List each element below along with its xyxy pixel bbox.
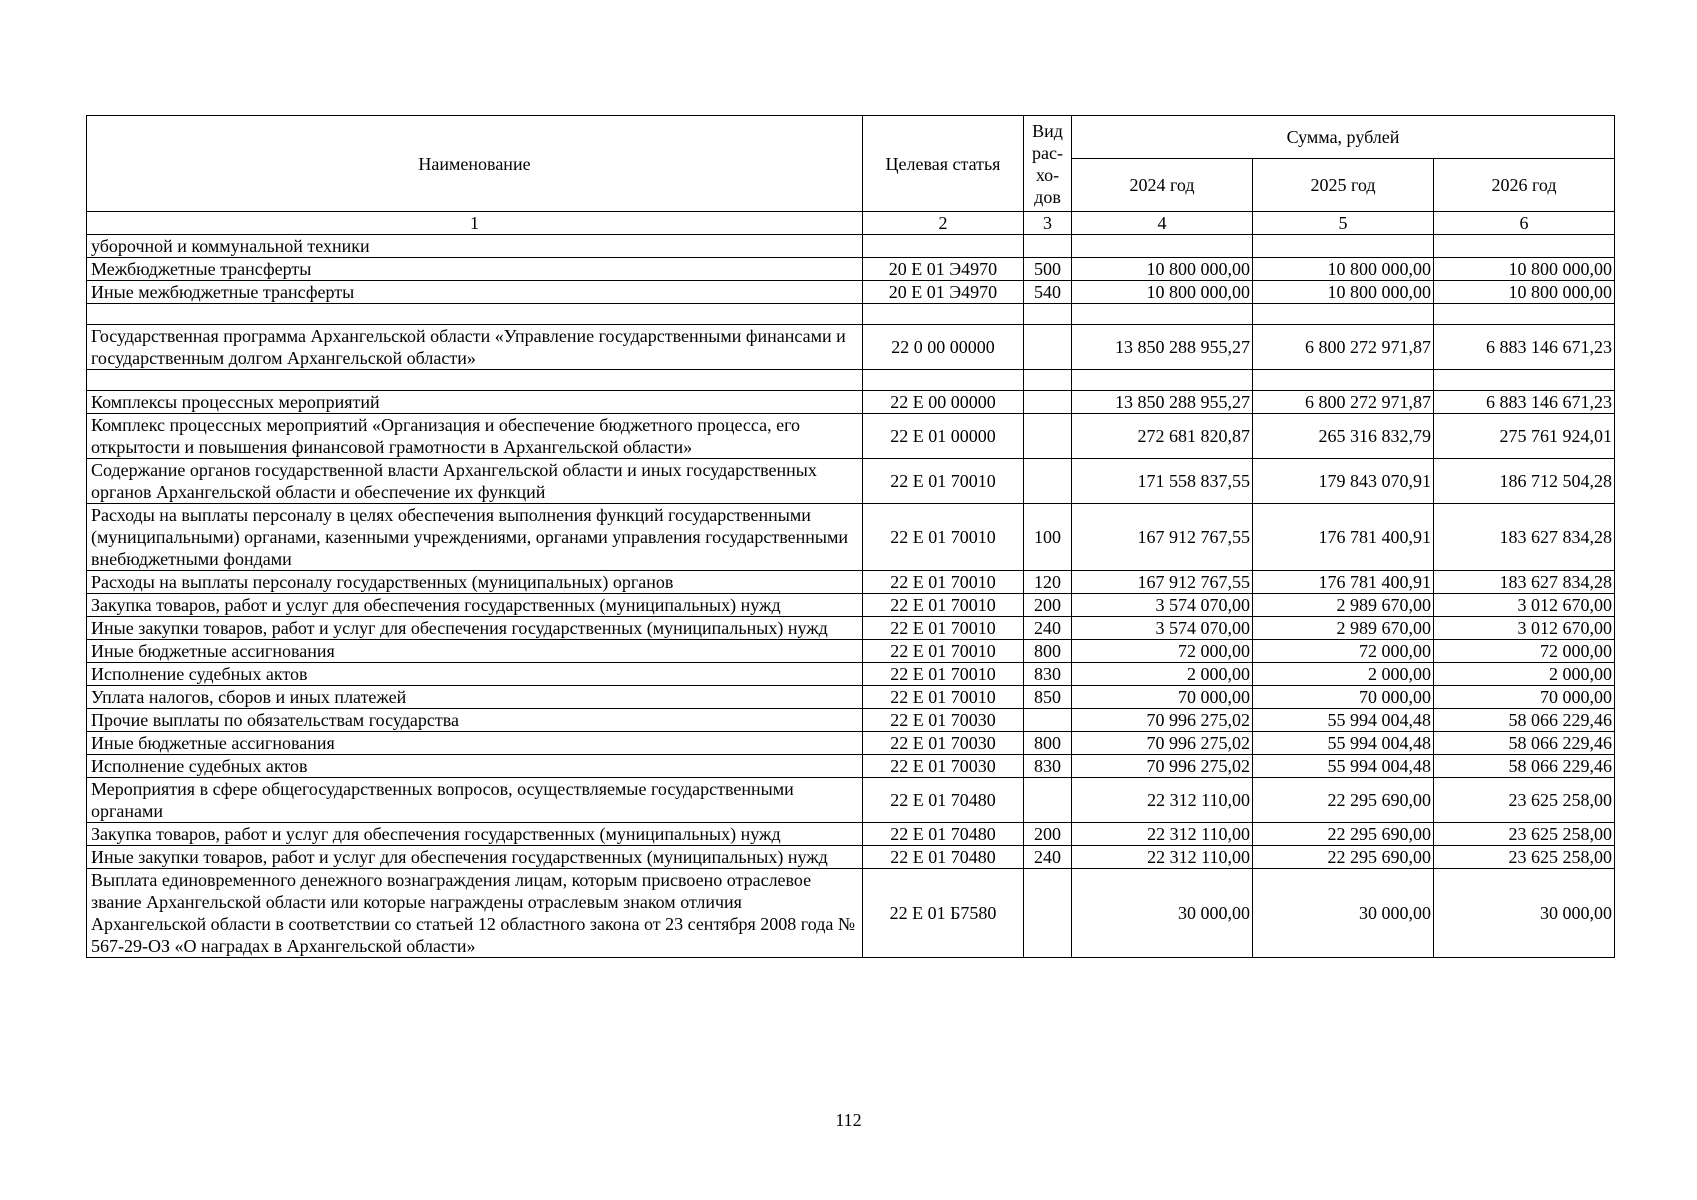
- table-row: [87, 846, 1615, 869]
- row-expense-type: [1024, 391, 1072, 414]
- row-sum-2024: 70 996 275,02: [1072, 709, 1253, 732]
- row-sum-2024: 70 996 275,02: [1072, 732, 1253, 755]
- row-sum-2026: 6 883 146 671,23: [1434, 391, 1615, 414]
- row-expense-type: 200: [1024, 823, 1072, 846]
- row-sum-2025: [1253, 304, 1434, 325]
- page-number: 112: [835, 1110, 862, 1130]
- row-sum-2026: 23 625 258,00: [1434, 846, 1615, 869]
- row-target-article: 22 Е 01 70480: [863, 778, 1024, 823]
- row-name: уборочной и коммунальной техники: [87, 235, 863, 258]
- row-target-article: 22 Е 01 70010: [863, 640, 1024, 663]
- table-body: [87, 235, 1615, 958]
- row-sum-2025: 10 800 000,00: [1253, 281, 1434, 304]
- row-sum-2026: 275 761 924,01: [1434, 414, 1615, 459]
- row-target-article: 22 Е 01 70030: [863, 732, 1024, 755]
- row-target-article: 22 Е 01 70030: [863, 709, 1024, 732]
- row-sum-2026: 10 800 000,00: [1434, 258, 1615, 281]
- row-sum-2026: [1434, 235, 1615, 258]
- row-target-article: [863, 370, 1024, 391]
- row-target-article: 22 Е 01 70010: [863, 663, 1024, 686]
- row-target-article: [863, 304, 1024, 325]
- row-sum-2024: 10 800 000,00: [1072, 281, 1253, 304]
- row-sum-2024: 3 574 070,00: [1072, 594, 1253, 617]
- row-sum-2024: 3 574 070,00: [1072, 617, 1253, 640]
- column-number-row: [87, 212, 1615, 235]
- column-number: 6: [1434, 212, 1615, 235]
- table-row: [87, 325, 1615, 370]
- row-target-article: 22 Е 00 00000: [863, 391, 1024, 414]
- table-row: [87, 709, 1615, 732]
- row-sum-2025: 22 295 690,00: [1253, 778, 1434, 823]
- row-name: Мероприятия в сфере общегосударственных вопросов, осуществляемые государственными органами: [87, 778, 863, 823]
- row-target-article: 22 Е 01 Б7580: [863, 869, 1024, 958]
- row-target-article: 22 Е 01 70480: [863, 823, 1024, 846]
- header-target-article: Целевая статья: [863, 116, 1024, 212]
- row-sum-2025: 265 316 832,79: [1253, 414, 1434, 459]
- table-row: [87, 235, 1615, 258]
- header-year-2026: 2026 год: [1434, 159, 1615, 212]
- row-sum-2025: 70 000,00: [1253, 686, 1434, 709]
- row-expense-type: 240: [1024, 846, 1072, 869]
- row-target-article: 22 Е 01 70010: [863, 686, 1024, 709]
- row-sum-2026: [1434, 304, 1615, 325]
- row-sum-2024: [1072, 304, 1253, 325]
- row-expense-type: [1024, 778, 1072, 823]
- empty-row: [87, 304, 1615, 325]
- row-expense-type: [1024, 304, 1072, 325]
- table-row: [87, 504, 1615, 571]
- row-target-article: 20 Е 01 Э4970: [863, 281, 1024, 304]
- row-sum-2025: 55 994 004,48: [1253, 755, 1434, 778]
- row-sum-2025: 6 800 272 971,87: [1253, 391, 1434, 414]
- row-name: Расходы на выплаты персоналу в целях обеспечения выполнения функций государственными (муниципальными) органами, казенными учреждениями, органами управления государственными внебюджетными фондами: [87, 504, 863, 571]
- row-name: Комплекс процессных мероприятий «Организация и обеспечение бюджетного процесса, его открытости и повышения финансовой грамотности в Архангельской области»: [87, 414, 863, 459]
- row-name: Комплексы процессных мероприятий: [87, 391, 863, 414]
- table-row: [87, 571, 1615, 594]
- table-row: [87, 281, 1615, 304]
- row-sum-2024: 72 000,00: [1072, 640, 1253, 663]
- row-sum-2026: 2 000,00: [1434, 663, 1615, 686]
- empty-row: [87, 370, 1615, 391]
- row-target-article: 20 Е 01 Э4970: [863, 258, 1024, 281]
- row-target-article: 22 Е 01 70480: [863, 846, 1024, 869]
- row-expense-type: 120: [1024, 571, 1072, 594]
- row-target-article: 22 0 00 00000: [863, 325, 1024, 370]
- row-sum-2026: 72 000,00: [1434, 640, 1615, 663]
- table-row: [87, 391, 1615, 414]
- row-name: Иные бюджетные ассигнования: [87, 640, 863, 663]
- table-row: [87, 663, 1615, 686]
- row-name: Содержание органов государственной власти Архангельской области и иных государственных органов Архангельской области и обеспечение их функций: [87, 459, 863, 504]
- row-name: Прочие выплаты по обязательствам государства: [87, 709, 863, 732]
- row-name: Закупка товаров, работ и услуг для обеспечения государственных (муниципальных) нужд: [87, 823, 863, 846]
- row-sum-2024: 13 850 288 955,27: [1072, 325, 1253, 370]
- row-name: Иные бюджетные ассигнования: [87, 732, 863, 755]
- row-sum-2025: 6 800 272 971,87: [1253, 325, 1434, 370]
- row-name: Исполнение судебных актов: [87, 755, 863, 778]
- table-row: [87, 459, 1615, 504]
- row-target-article: 22 Е 01 70010: [863, 617, 1024, 640]
- row-sum-2024: 272 681 820,87: [1072, 414, 1253, 459]
- row-sum-2026: [1434, 370, 1615, 391]
- table-row: [87, 414, 1615, 459]
- table-row: [87, 823, 1615, 846]
- row-target-article: 22 Е 01 70010: [863, 459, 1024, 504]
- row-sum-2026: 30 000,00: [1434, 869, 1615, 958]
- row-expense-type: [1024, 325, 1072, 370]
- row-target-article: [863, 235, 1024, 258]
- row-sum-2024: 167 912 767,55: [1072, 504, 1253, 571]
- column-number: 1: [87, 212, 863, 235]
- row-sum-2025: 176 781 400,91: [1253, 571, 1434, 594]
- row-name: Исполнение судебных актов: [87, 663, 863, 686]
- row-sum-2024: [1072, 370, 1253, 391]
- column-number: 3: [1024, 212, 1072, 235]
- table-row: [87, 640, 1615, 663]
- row-sum-2025: 55 994 004,48: [1253, 709, 1434, 732]
- table-row: [87, 755, 1615, 778]
- row-sum-2026: 183 627 834,28: [1434, 571, 1615, 594]
- row-sum-2025: 72 000,00: [1253, 640, 1434, 663]
- row-expense-type: 540: [1024, 281, 1072, 304]
- table-row: [87, 686, 1615, 709]
- table-row: [87, 258, 1615, 281]
- row-sum-2024: 70 000,00: [1072, 686, 1253, 709]
- row-expense-type: 800: [1024, 640, 1072, 663]
- row-expense-type: [1024, 414, 1072, 459]
- row-sum-2025: [1253, 370, 1434, 391]
- row-expense-type: [1024, 370, 1072, 391]
- header-year-2024: 2024 год: [1072, 159, 1253, 212]
- table-header: [87, 116, 1615, 235]
- row-sum-2026: 58 066 229,46: [1434, 755, 1615, 778]
- row-name: Межбюджетные трансферты: [87, 258, 863, 281]
- row-expense-type: 800: [1024, 732, 1072, 755]
- header-expense-type: Вид рас-хо-дов: [1024, 116, 1072, 212]
- row-name: Выплата единовременного денежного вознаграждения лицам, которым присвоено отраслевое звание Архангельской области или которые награждены отраслевым знаком отличия Архангельской области в соответствии со статьей 12 областного закона от 23 сентября 2008 года № 567-29-ОЗ «О наградах в Архангельской области»: [87, 869, 863, 958]
- row-sum-2024: 171 558 837,55: [1072, 459, 1253, 504]
- row-sum-2025: 10 800 000,00: [1253, 258, 1434, 281]
- column-number: 5: [1253, 212, 1434, 235]
- table-row: [87, 869, 1615, 958]
- table-row: [87, 778, 1615, 823]
- row-name: Уплата налогов, сборов и иных платежей: [87, 686, 863, 709]
- row-expense-type: 240: [1024, 617, 1072, 640]
- header-year-2025: 2025 год: [1253, 159, 1434, 212]
- row-expense-type: 830: [1024, 755, 1072, 778]
- row-sum-2024: 2 000,00: [1072, 663, 1253, 686]
- row-sum-2026: 58 066 229,46: [1434, 732, 1615, 755]
- row-expense-type: [1024, 459, 1072, 504]
- row-sum-2025: 176 781 400,91: [1253, 504, 1434, 571]
- row-sum-2024: 22 312 110,00: [1072, 823, 1253, 846]
- row-target-article: 22 Е 01 00000: [863, 414, 1024, 459]
- row-name: [87, 370, 863, 391]
- row-sum-2024: [1072, 235, 1253, 258]
- row-sum-2026: 183 627 834,28: [1434, 504, 1615, 571]
- row-expense-type: 500: [1024, 258, 1072, 281]
- row-name: Иные закупки товаров, работ и услуг для обеспечения государственных (муниципальных) нужд: [87, 846, 863, 869]
- row-sum-2025: 22 295 690,00: [1253, 846, 1434, 869]
- row-sum-2026: 6 883 146 671,23: [1434, 325, 1615, 370]
- row-expense-type: 830: [1024, 663, 1072, 686]
- row-name: [87, 304, 863, 325]
- row-sum-2025: 2 989 670,00: [1253, 594, 1434, 617]
- row-sum-2025: [1253, 235, 1434, 258]
- row-sum-2024: 13 850 288 955,27: [1072, 391, 1253, 414]
- row-target-article: 22 Е 01 70010: [863, 571, 1024, 594]
- row-sum-2024: 22 312 110,00: [1072, 846, 1253, 869]
- header-sum: Сумма, рублей: [1072, 116, 1615, 159]
- row-sum-2026: 3 012 670,00: [1434, 594, 1615, 617]
- table-row: [87, 732, 1615, 755]
- row-sum-2025: 179 843 070,91: [1253, 459, 1434, 504]
- row-sum-2026: 186 712 504,28: [1434, 459, 1615, 504]
- row-sum-2025: 55 994 004,48: [1253, 732, 1434, 755]
- row-sum-2026: 23 625 258,00: [1434, 778, 1615, 823]
- row-sum-2024: 167 912 767,55: [1072, 571, 1253, 594]
- table-row: [87, 617, 1615, 640]
- row-sum-2026: 10 800 000,00: [1434, 281, 1615, 304]
- row-name: Расходы на выплаты персоналу государственных (муниципальных) органов: [87, 571, 863, 594]
- row-sum-2025: 22 295 690,00: [1253, 823, 1434, 846]
- row-sum-2025: 2 000,00: [1253, 663, 1434, 686]
- row-expense-type: [1024, 709, 1072, 732]
- row-sum-2025: 30 000,00: [1253, 869, 1434, 958]
- row-sum-2026: 23 625 258,00: [1434, 823, 1615, 846]
- row-sum-2025: 2 989 670,00: [1253, 617, 1434, 640]
- header-name: Наименование: [87, 116, 863, 212]
- row-sum-2026: 3 012 670,00: [1434, 617, 1615, 640]
- row-sum-2024: 70 996 275,02: [1072, 755, 1253, 778]
- row-target-article: 22 Е 01 70010: [863, 504, 1024, 571]
- table-row: [87, 594, 1615, 617]
- row-name: Иные закупки товаров, работ и услуг для обеспечения государственных (муниципальных) нужд: [87, 617, 863, 640]
- row-expense-type: 100: [1024, 504, 1072, 571]
- row-name: Государственная программа Архангельской области «Управление государственными финансами и государственным долгом Архангельской области»: [87, 325, 863, 370]
- row-sum-2026: 58 066 229,46: [1434, 709, 1615, 732]
- row-expense-type: [1024, 869, 1072, 958]
- row-sum-2024: 22 312 110,00: [1072, 778, 1253, 823]
- column-number: 4: [1072, 212, 1253, 235]
- row-expense-type: 200: [1024, 594, 1072, 617]
- row-target-article: 22 Е 01 70030: [863, 755, 1024, 778]
- row-expense-type: [1024, 235, 1072, 258]
- row-expense-type: 850: [1024, 686, 1072, 709]
- row-sum-2024: 30 000,00: [1072, 869, 1253, 958]
- budget-table: [86, 115, 1615, 958]
- row-name: Закупка товаров, работ и услуг для обеспечения государственных (муниципальных) нужд: [87, 594, 863, 617]
- row-sum-2024: 10 800 000,00: [1072, 258, 1253, 281]
- row-name: Иные межбюджетные трансферты: [87, 281, 863, 304]
- row-target-article: 22 Е 01 70010: [863, 594, 1024, 617]
- row-sum-2026: 70 000,00: [1434, 686, 1615, 709]
- column-number: 2: [863, 212, 1024, 235]
